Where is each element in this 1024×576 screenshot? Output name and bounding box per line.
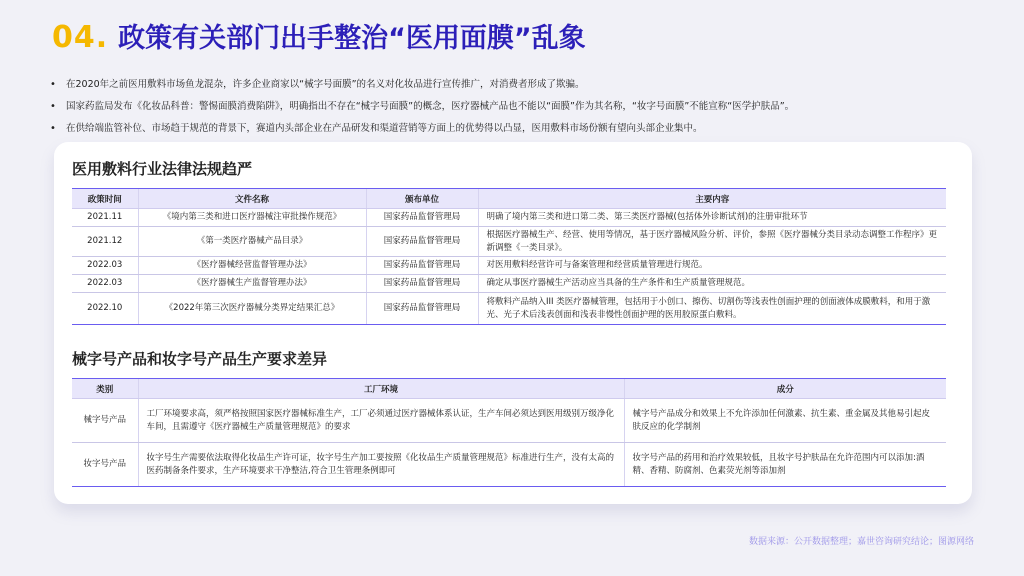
bullet-list [50,74,990,140]
cell-date: 2022.03 [72,257,138,275]
header-cell: 类别 [72,379,138,399]
cell-date: 2022.03 [72,275,138,293]
header-cell: 政策时间 [72,189,138,209]
bullet-item [50,96,990,118]
cell-issuer: 国家药品监督管理局 [366,209,478,227]
cell-date: 2022.10 [72,293,138,325]
header-cell: 文件名称 [138,189,366,209]
section1-title: 医用敷料行业法律法规趋严 [72,160,253,178]
page-title [52,16,586,55]
header-cell: 主要内容 [478,189,946,209]
bullet-text: 在2020年之前医用敷料市场鱼龙混杂，许多企业商家以“械字号面膜”的名义对化妆品进行宣传推广，对消费者形成了欺骗。 [66,79,585,90]
cell-doc: 《2022年第三次医疗器械分类界定结果汇总》 [138,293,366,325]
regulation-table [72,188,946,325]
cell-content: 对医用敷料经营许可与备案管理和经营质量管理进行规范。 [478,257,946,275]
table-row [72,209,946,227]
cell-category: 妆字号产品 [72,443,138,487]
cell-ingredient: 妆字号产品的药用和治疗效果较低，且妆字号护肤品在允许范围内可以添加:酒精、香精、防腐剂、色素荧光剂等添加剂 [624,443,946,487]
bullet-text: 国家药监局发布《化妆品科普：警惕面膜消费陷阱》，明确指出不存在“械字号面膜”的概念，医疗器械产品也不能以“面膜”作为其名称，“妆字号面膜”不能宣称“医学护肤品”。 [66,101,795,112]
cell-doc: 《第一类医疗器械产品目录》 [138,227,366,257]
table-row [72,275,946,293]
bullet-item [50,74,990,96]
bullet-dot-icon: • [50,101,56,112]
cell-category: 械字号产品 [72,399,138,443]
header-cell: 工厂环境 [138,379,624,399]
cell-date: 2021.12 [72,227,138,257]
bullet-dot-icon: • [50,79,56,90]
table-header-row [72,189,946,209]
section-number: 04. [52,20,109,55]
cell-date: 2021.11 [72,209,138,227]
table-row [72,257,946,275]
table-row [72,443,946,487]
cell-issuer: 国家药品监督管理局 [366,227,478,257]
cell-issuer: 国家药品监督管理局 [366,257,478,275]
cell-doc: 《医疗器械经营监督管理办法》 [138,257,366,275]
cell-content: 根据医疗器械生产、经营、使用等情况，基于医疗器械风险分析、评价，参照《医疗器械分类目录动态调整工作程序》更新调整《一类目录》。 [478,227,946,257]
cell-content: 明确了境内第三类和进口第二类、第三类医疗器械(包括体外诊断试剂)的注册审批环节 [478,209,946,227]
cell-issuer: 国家药品监督管理局 [366,293,478,325]
cell-doc: 《医疗器械生产监督管理办法》 [138,275,366,293]
bullet-dot-icon: • [50,123,56,134]
cell-issuer: 国家药品监督管理局 [366,275,478,293]
header-cell: 成分 [624,379,946,399]
table-header-row [72,379,946,399]
cell-ingredient: 械字号产品成分和效果上不允许添加任何激素、抗生素、重金属及其他易引起皮肤反应的化学制剂 [624,399,946,443]
bullet-item [50,118,990,140]
header-cell: 颁布单位 [366,189,478,209]
table-row [72,293,946,325]
cell-content: 确定从事医疗器械生产活动应当具备的生产条件和生产质量管理规范。 [478,275,946,293]
cell-factory: 妆字号生产需要依法取得化妆品生产许可证，妆字号生产加工要按照《化妆品生产质量管理规范》标准进行生产，没有太高的医药制备条件要求，生产环境要求干净整洁,符合卫生管理条例即可 [138,443,624,487]
bullet-text: 在供给端监管补位、市场趋于规范的背景下，赛道内头部企业在产品研发和渠道营销等方面上的优势得以凸显，医用敷料市场份额有望向头部企业集中。 [66,123,703,134]
section2-title: 械字号产品和妆字号产品生产要求差异 [72,350,328,368]
comparison-table [72,378,946,487]
title-text: 政策有关部门出手整治“医用面膜”乱象 [118,23,586,54]
cell-content: 将敷料产品纳入III 类医疗器械管理，包括用于小创口、擦伤、切割伤等浅表性创面护理的创面液体成膜敷料，和用于激光、光子术后浅表创面和浅表非慢性创面护理的医用胶原蛋白敷料。 [478,293,946,325]
cell-doc: 《境内第三类和进口医疗器械注审批操作规范》 [138,209,366,227]
content-card [54,142,972,504]
cell-factory: 工厂环境要求高，须严格按照国家医疗器械标准生产，工厂必须通过医疗器械体系认证，生产车间必须达到医用级别万级净化车间，且需遵守《医疗器械生产质量管理规范》的要求 [138,399,624,443]
data-source-note: 数据来源：公开数据整理；嘉世咨询研究结论；图源网络 [748,537,974,547]
table-row [72,399,946,443]
table-row [72,227,946,257]
